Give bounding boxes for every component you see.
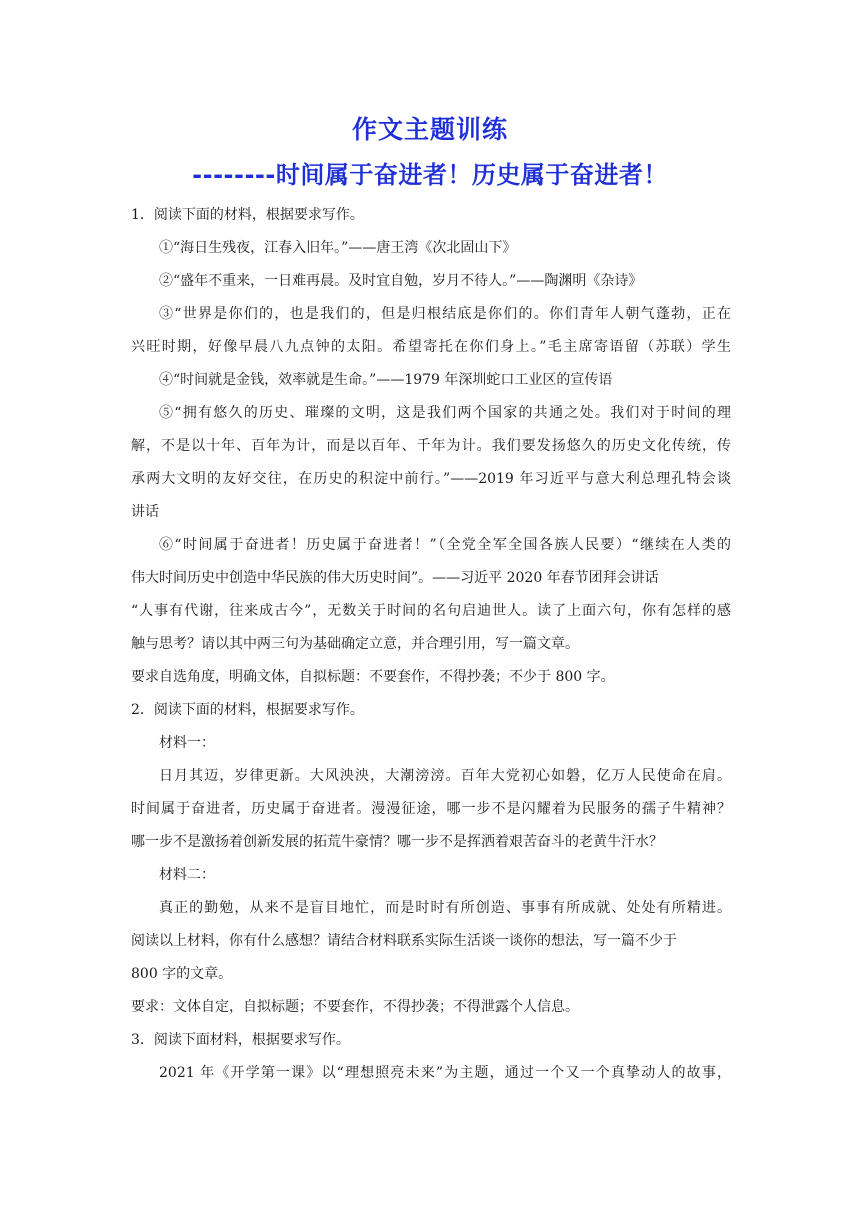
- text-line: 承两大文明的友好交往，在历史的积淀中前行。”——2019 年习近平与意大利总理孔特会谈: [131, 471, 731, 487]
- text-line: 讲话: [131, 504, 159, 520]
- text-line: 兴旺时期，好像早晨八九点钟的太阳。希望寄托在你们身上。”毛主席寄语留（苏联）学生: [131, 339, 731, 355]
- text-line: ⑤“拥有悠久的历史、璀璨的文明，这是我们两个国家的共通之处。我们对于时间的理: [159, 405, 731, 421]
- text-line: ④“时间就是金钱，效率就是生命。”——1979 年深圳蛇口工业区的宣传语: [159, 372, 613, 388]
- text-line: 2021 年《开学第一课》以“理想照亮未来”为主题，通过一个又一个真挚动人的故事，: [159, 1065, 731, 1081]
- text-line: 3．阅读下面材料，根据要求写作。: [131, 1032, 350, 1048]
- page-subtitle: --------时间属于奋进者！历史属于奋进者！: [192, 161, 668, 189]
- text-line: 时间属于奋进者，历史属于奋进者。漫漫征途，哪一步不是闪耀着为民服务的孺子牛精神？: [131, 801, 731, 817]
- text-line: ①“海日生残夜，江春入旧年。”——唐王湾《次北固山下》: [159, 240, 517, 256]
- text-line: 阅读以上材料，你有什么感想？请结合材料联系实际生活谈一谈你的想法，写一篇不少于: [131, 933, 677, 949]
- text-line: 要求：文体自定，自拟标题；不要套作，不得抄袭；不得泄露个人信息。: [131, 999, 579, 1015]
- text-line: 2．阅读下面的材料，根据要求写作。: [131, 702, 364, 718]
- text-line: 要求自选角度，明确文体，自拟标题：不要套作，不得抄袭；不少于 800 字。: [131, 669, 615, 685]
- text-line: 哪一步不是激扬着创新发展的拓荒牛豪情？哪一步不是挥洒着艰苦奋斗的老黄牛汗水？: [131, 834, 663, 850]
- text-line: 触与思考？请以其中两三句为基础确定立意，并合理引用，写一篇文章。: [131, 636, 579, 652]
- text-line: 材料二：: [159, 867, 215, 883]
- text-line: “人事有代谢，往来成古今”，无数关于时间的名句启迪世人。读了上面六句，你有怎样的感: [131, 603, 731, 619]
- text-line: 伟大时间历史中创造中华民族的伟大历史时间”。——习近平 2020 年春节团拜会讲话: [131, 570, 659, 586]
- text-line: 日月其迈，岁律更新。大风泱泱，大潮滂滂。百年大党初心如磐，亿万人民使命在肩。: [159, 768, 731, 784]
- document-body: [131, 199, 731, 1090]
- text-line: ⑥“时间属于奋进者！历史属于奋进者！”（全党全军全国各族人民要）“继续在人类的: [159, 537, 731, 553]
- text-line: 800 字的文章。: [131, 966, 233, 982]
- text-line: 解，不是以十年、百年为计，而是以百年、千年为计。我们要发扬悠久的历史文化传统，传: [131, 438, 731, 454]
- text-line: 材料一：: [159, 735, 215, 751]
- text-line: 1．阅读下面的材料，根据要求写作。: [131, 207, 364, 223]
- page-title: 作文主题训练: [351, 115, 508, 144]
- text-line: 真正的勤勉，从来不是盲目地忙，而是时时有所创造、事事有所成就、处处有所精进。: [159, 900, 731, 916]
- text-line: ②“盛年不重来，一日难再晨。及时宜自勉，岁月不待人。”——陶渊明《杂诗》: [159, 273, 643, 289]
- text-line: ③“世界是你们的，也是我们的，但是归根结底是你们的。你们青年人朝气蓬勃，正在: [159, 306, 731, 322]
